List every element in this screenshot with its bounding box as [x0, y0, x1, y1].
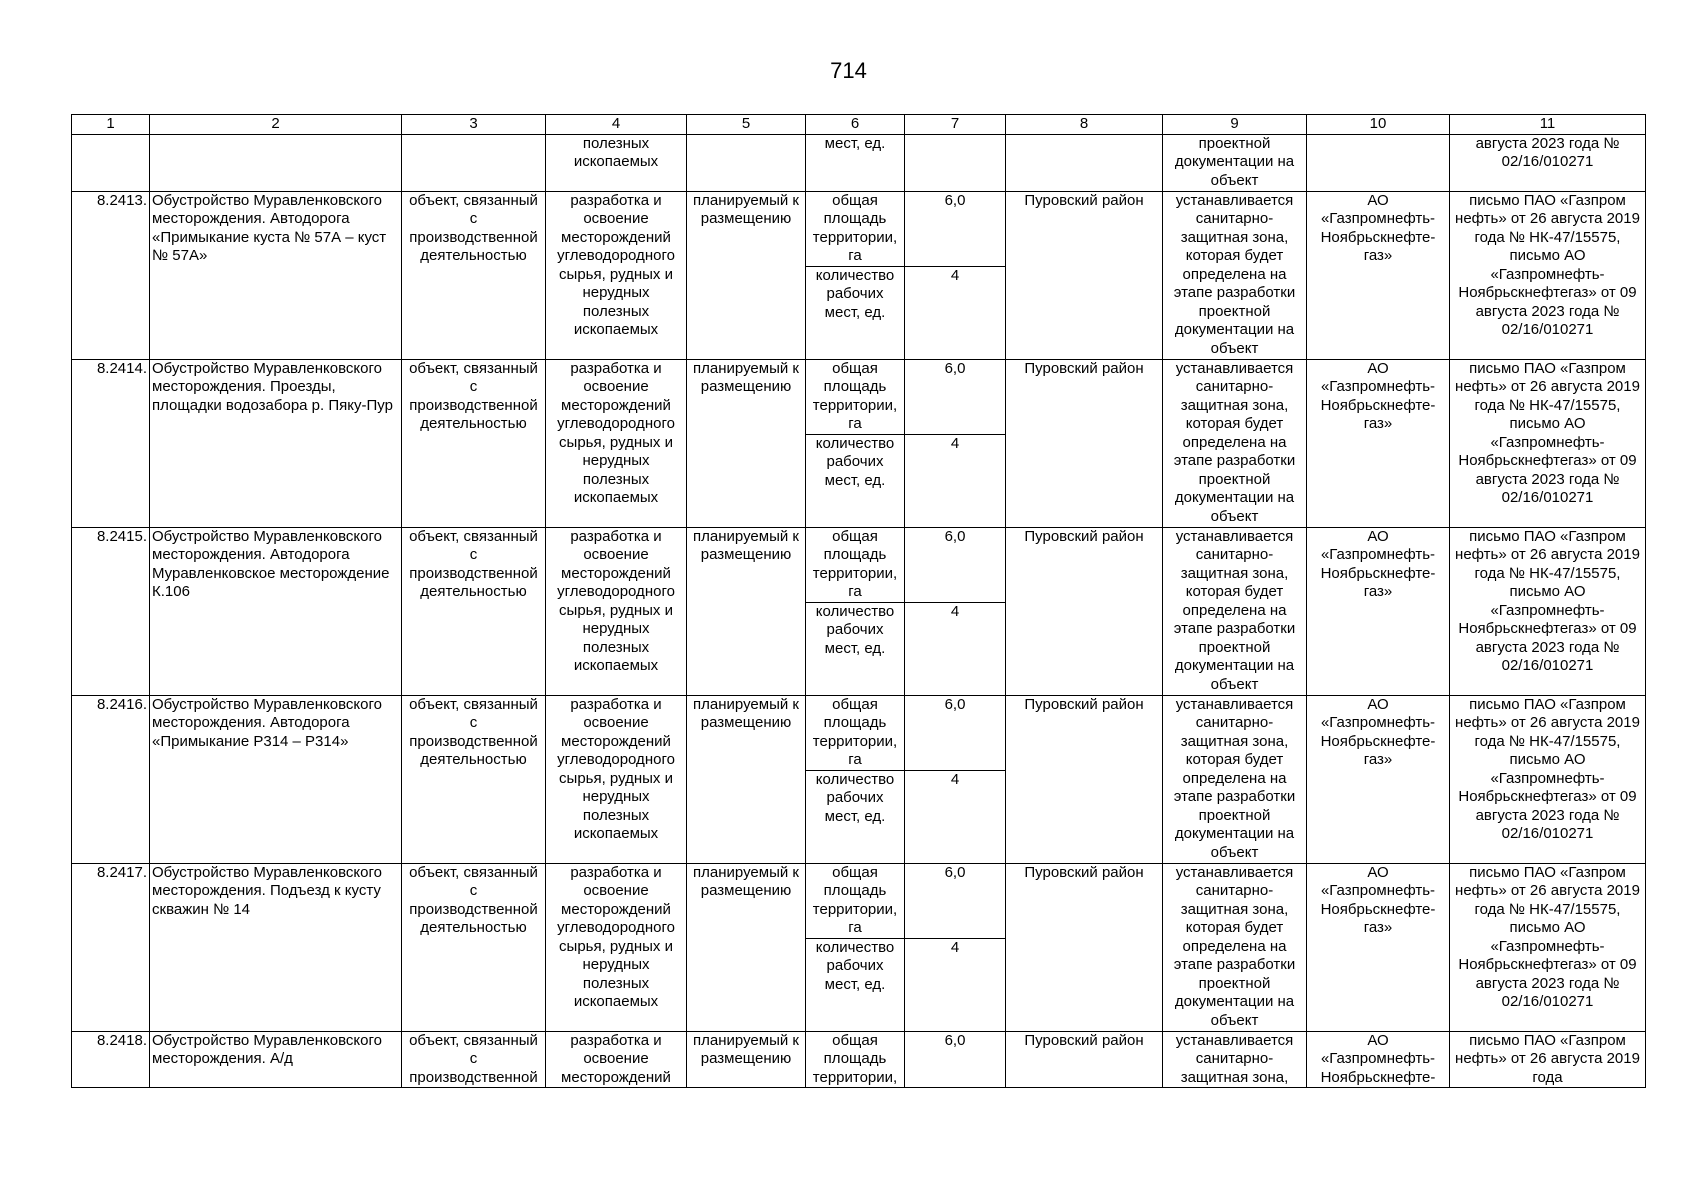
cell-value: 6,0 [905, 695, 1006, 770]
cell-basis: письмо ПАО «Газпром нефть» от 26 августа 2019 года № НК-47/15575, письмо АО «Газпромнефть-Ноябрьскнефтегаз» от 09 августа 2023 года № 02/16/010271 [1450, 527, 1646, 695]
cell-basis: письмо ПАО «Газпром нефть» от 26 августа 2019 года № НК-47/15575, письмо АО «Газпромнефть-Ноябрьскнефтегаз» от 09 августа 2023 года № 02/16/010271 [1450, 191, 1646, 359]
header-row [72, 115, 1646, 135]
cell-owner: АО «Газпромнефть-Ноябрьскнефте-газ» [1307, 527, 1450, 695]
cell-param: количество рабочих мест, ед. [806, 938, 905, 1031]
cell-num [72, 134, 150, 191]
cell-value: 4 [905, 602, 1006, 695]
cell-param: количество рабочих мест, ед. [806, 770, 905, 863]
table-row [72, 527, 1646, 602]
cell-name: Обустройство Муравленковского месторождения. Подъезд к кусту скважин № 14 [150, 863, 402, 1031]
header-cell: 9 [1163, 115, 1307, 135]
cell-value: 4 [905, 938, 1006, 1031]
cell-type: объект, связанный с производственной деятельностью [402, 359, 546, 527]
table-row [72, 191, 1646, 266]
cell-zone: устанавливается санитарно-защитная зона, которая будет определена на этапе разработки проектной документации на объект [1163, 191, 1307, 359]
cell-num: 8.2415. [72, 527, 150, 695]
cell-param: общая площадь территории, га [806, 695, 905, 770]
cell-purpose: разработка и освоение месторождений углеводородного сырья, рудных и нерудных полезных ископаемых [546, 695, 687, 863]
cell-param: количество рабочих мест, ед. [806, 266, 905, 359]
cell-purpose: разработка и освоение месторождений углеводородного сырья, рудных и нерудных полезных ископаемых [546, 359, 687, 527]
page-number: 714 [830, 58, 867, 83]
header-cell: 2 [150, 115, 402, 135]
cell-type: объект, связанный с производственной деятельностью [402, 863, 546, 1031]
cell-purpose: разработка и освоение месторождений [546, 1031, 687, 1088]
cell-zone: проектной документации на объект [1163, 134, 1307, 191]
header-cell: 10 [1307, 115, 1450, 135]
cell-status [687, 134, 806, 191]
cell-param: общая площадь территории, га [806, 863, 905, 938]
table-row [72, 863, 1646, 938]
cell-owner: АО «Газпромнефть-Ноябрьскнефте-газ» [1307, 359, 1450, 527]
cell-status: планируемый к размещению [687, 359, 806, 527]
cell-location: Пуровский район [1006, 191, 1163, 359]
cell-param: общая площадь территории, га [806, 191, 905, 266]
cell-name [150, 134, 402, 191]
cell-value: 6,0 [905, 359, 1006, 434]
cell-value: 4 [905, 266, 1006, 359]
cell-param: общая площадь территории, га [806, 527, 905, 602]
cell-type: объект, связанный с производственной деятельностью [402, 191, 546, 359]
cell-name: Обустройство Муравленковского месторождения. Проезды, площадки водозабора р. Пяку-Пур [150, 359, 402, 527]
cell-value: 6,0 [905, 1031, 1006, 1088]
cell-param: количество рабочих мест, ед. [806, 602, 905, 695]
cell-purpose: разработка и освоение месторождений углеводородного сырья, рудных и нерудных полезных ископаемых [546, 191, 687, 359]
register-table [71, 114, 1646, 1088]
header-cell: 6 [806, 115, 905, 135]
cell-owner: АО «Газпромнефть-Ноябрьскнефте- [1307, 1031, 1450, 1088]
table-row [72, 1031, 1646, 1088]
table-row [72, 359, 1646, 434]
cell-zone: устанавливается санитарно-защитная зона, [1163, 1031, 1307, 1088]
cell-status: планируемый к размещению [687, 527, 806, 695]
cell-zone: устанавливается санитарно-защитная зона, которая будет определена на этапе разработки проектной документации на объект [1163, 359, 1307, 527]
cell-basis: письмо ПАО «Газпром нефть» от 26 августа 2019 года № НК-47/15575, письмо АО «Газпромнефть-Ноябрьскнефтегаз» от 09 августа 2023 года № 02/16/010271 [1450, 359, 1646, 527]
header-cell: 8 [1006, 115, 1163, 135]
cell-param: количество рабочих мест, ед. [806, 434, 905, 527]
header-cell: 11 [1450, 115, 1646, 135]
cell-basis: письмо ПАО «Газпром нефть» от 26 августа 2019 года № НК-47/15575, письмо АО «Газпромнефть-Ноябрьскнефтегаз» от 09 августа 2023 года № 02/16/010271 [1450, 863, 1646, 1031]
cell-location: Пуровский район [1006, 695, 1163, 863]
cell-purpose: разработка и освоение месторождений углеводородного сырья, рудных и нерудных полезных ископаемых [546, 527, 687, 695]
cell-type [402, 134, 546, 191]
cell-zone: устанавливается санитарно-защитная зона, которая будет определена на этапе разработки проектной документации на объект [1163, 695, 1307, 863]
header-cell: 7 [905, 115, 1006, 135]
header-cell: 5 [687, 115, 806, 135]
cell-name: Обустройство Муравленковского месторождения. А/д [150, 1031, 402, 1088]
cell-num: 8.2418. [72, 1031, 150, 1088]
cell-name: Обустройство Муравленковского месторождения. Автодорога «Примыкание Р314 – Р314» [150, 695, 402, 863]
header-cell: 1 [72, 115, 150, 135]
cell-status: планируемый к размещению [687, 191, 806, 359]
cell-value: 6,0 [905, 863, 1006, 938]
cell-basis: августа 2023 года № 02/16/010271 [1450, 134, 1646, 191]
cell-location: Пуровский район [1006, 359, 1163, 527]
cell-owner [1307, 134, 1450, 191]
cell-status: планируемый к размещению [687, 1031, 806, 1088]
continuation-row [72, 134, 1646, 191]
cell-owner: АО «Газпромнефть-Ноябрьскнефте-газ» [1307, 191, 1450, 359]
cell-location [1006, 134, 1163, 191]
cell-type: объект, связанный с производственной деятельностью [402, 527, 546, 695]
cell-num: 8.2416. [72, 695, 150, 863]
cell-status: планируемый к размещению [687, 695, 806, 863]
cell-num: 8.2414. [72, 359, 150, 527]
cell-zone: устанавливается санитарно-защитная зона, которая будет определена на этапе разработки проектной документации на объект [1163, 863, 1307, 1031]
cell-status: планируемый к размещению [687, 863, 806, 1031]
cell-value: 4 [905, 770, 1006, 863]
cell-basis: письмо ПАО «Газпром нефть» от 26 августа 2019 года № НК-47/15575, письмо АО «Газпромнефть-Ноябрьскнефтегаз» от 09 августа 2023 года № 02/16/010271 [1450, 695, 1646, 863]
cell-value: 6,0 [905, 527, 1006, 602]
header-cell: 3 [402, 115, 546, 135]
cell-value: 4 [905, 434, 1006, 527]
cell-param: мест, ед. [806, 134, 905, 191]
cell-location: Пуровский район [1006, 527, 1163, 695]
cell-purpose: полезных ископаемых [546, 134, 687, 191]
cell-owner: АО «Газпромнефть-Ноябрьскнефте-газ» [1307, 863, 1450, 1031]
cell-location: Пуровский район [1006, 1031, 1163, 1088]
header-cell: 4 [546, 115, 687, 135]
cell-param: общая площадь территории, [806, 1031, 905, 1088]
cell-param: общая площадь территории, га [806, 359, 905, 434]
cell-name: Обустройство Муравленковского месторождения. Автодорога Муравленковское месторождение К.106 [150, 527, 402, 695]
cell-purpose: разработка и освоение месторождений углеводородного сырья, рудных и нерудных полезных ископаемых [546, 863, 687, 1031]
cell-basis: письмо ПАО «Газпром нефть» от 26 августа 2019 года [1450, 1031, 1646, 1088]
cell-type: объект, связанный с производственной деятельностью [402, 695, 546, 863]
table-row [72, 695, 1646, 770]
cell-value: 6,0 [905, 191, 1006, 266]
cell-num: 8.2413. [72, 191, 150, 359]
cell-zone: устанавливается санитарно-защитная зона, которая будет определена на этапе разработки проектной документации на объект [1163, 527, 1307, 695]
cell-num: 8.2417. [72, 863, 150, 1031]
cell-name: Обустройство Муравленковского месторождения. Автодорога «Примыкание куста № 57А – куст № 57А» [150, 191, 402, 359]
cell-value [905, 134, 1006, 191]
cell-type: объект, связанный с производственной [402, 1031, 546, 1088]
cell-owner: АО «Газпромнефть-Ноябрьскнефте-газ» [1307, 695, 1450, 863]
cell-location: Пуровский район [1006, 863, 1163, 1031]
